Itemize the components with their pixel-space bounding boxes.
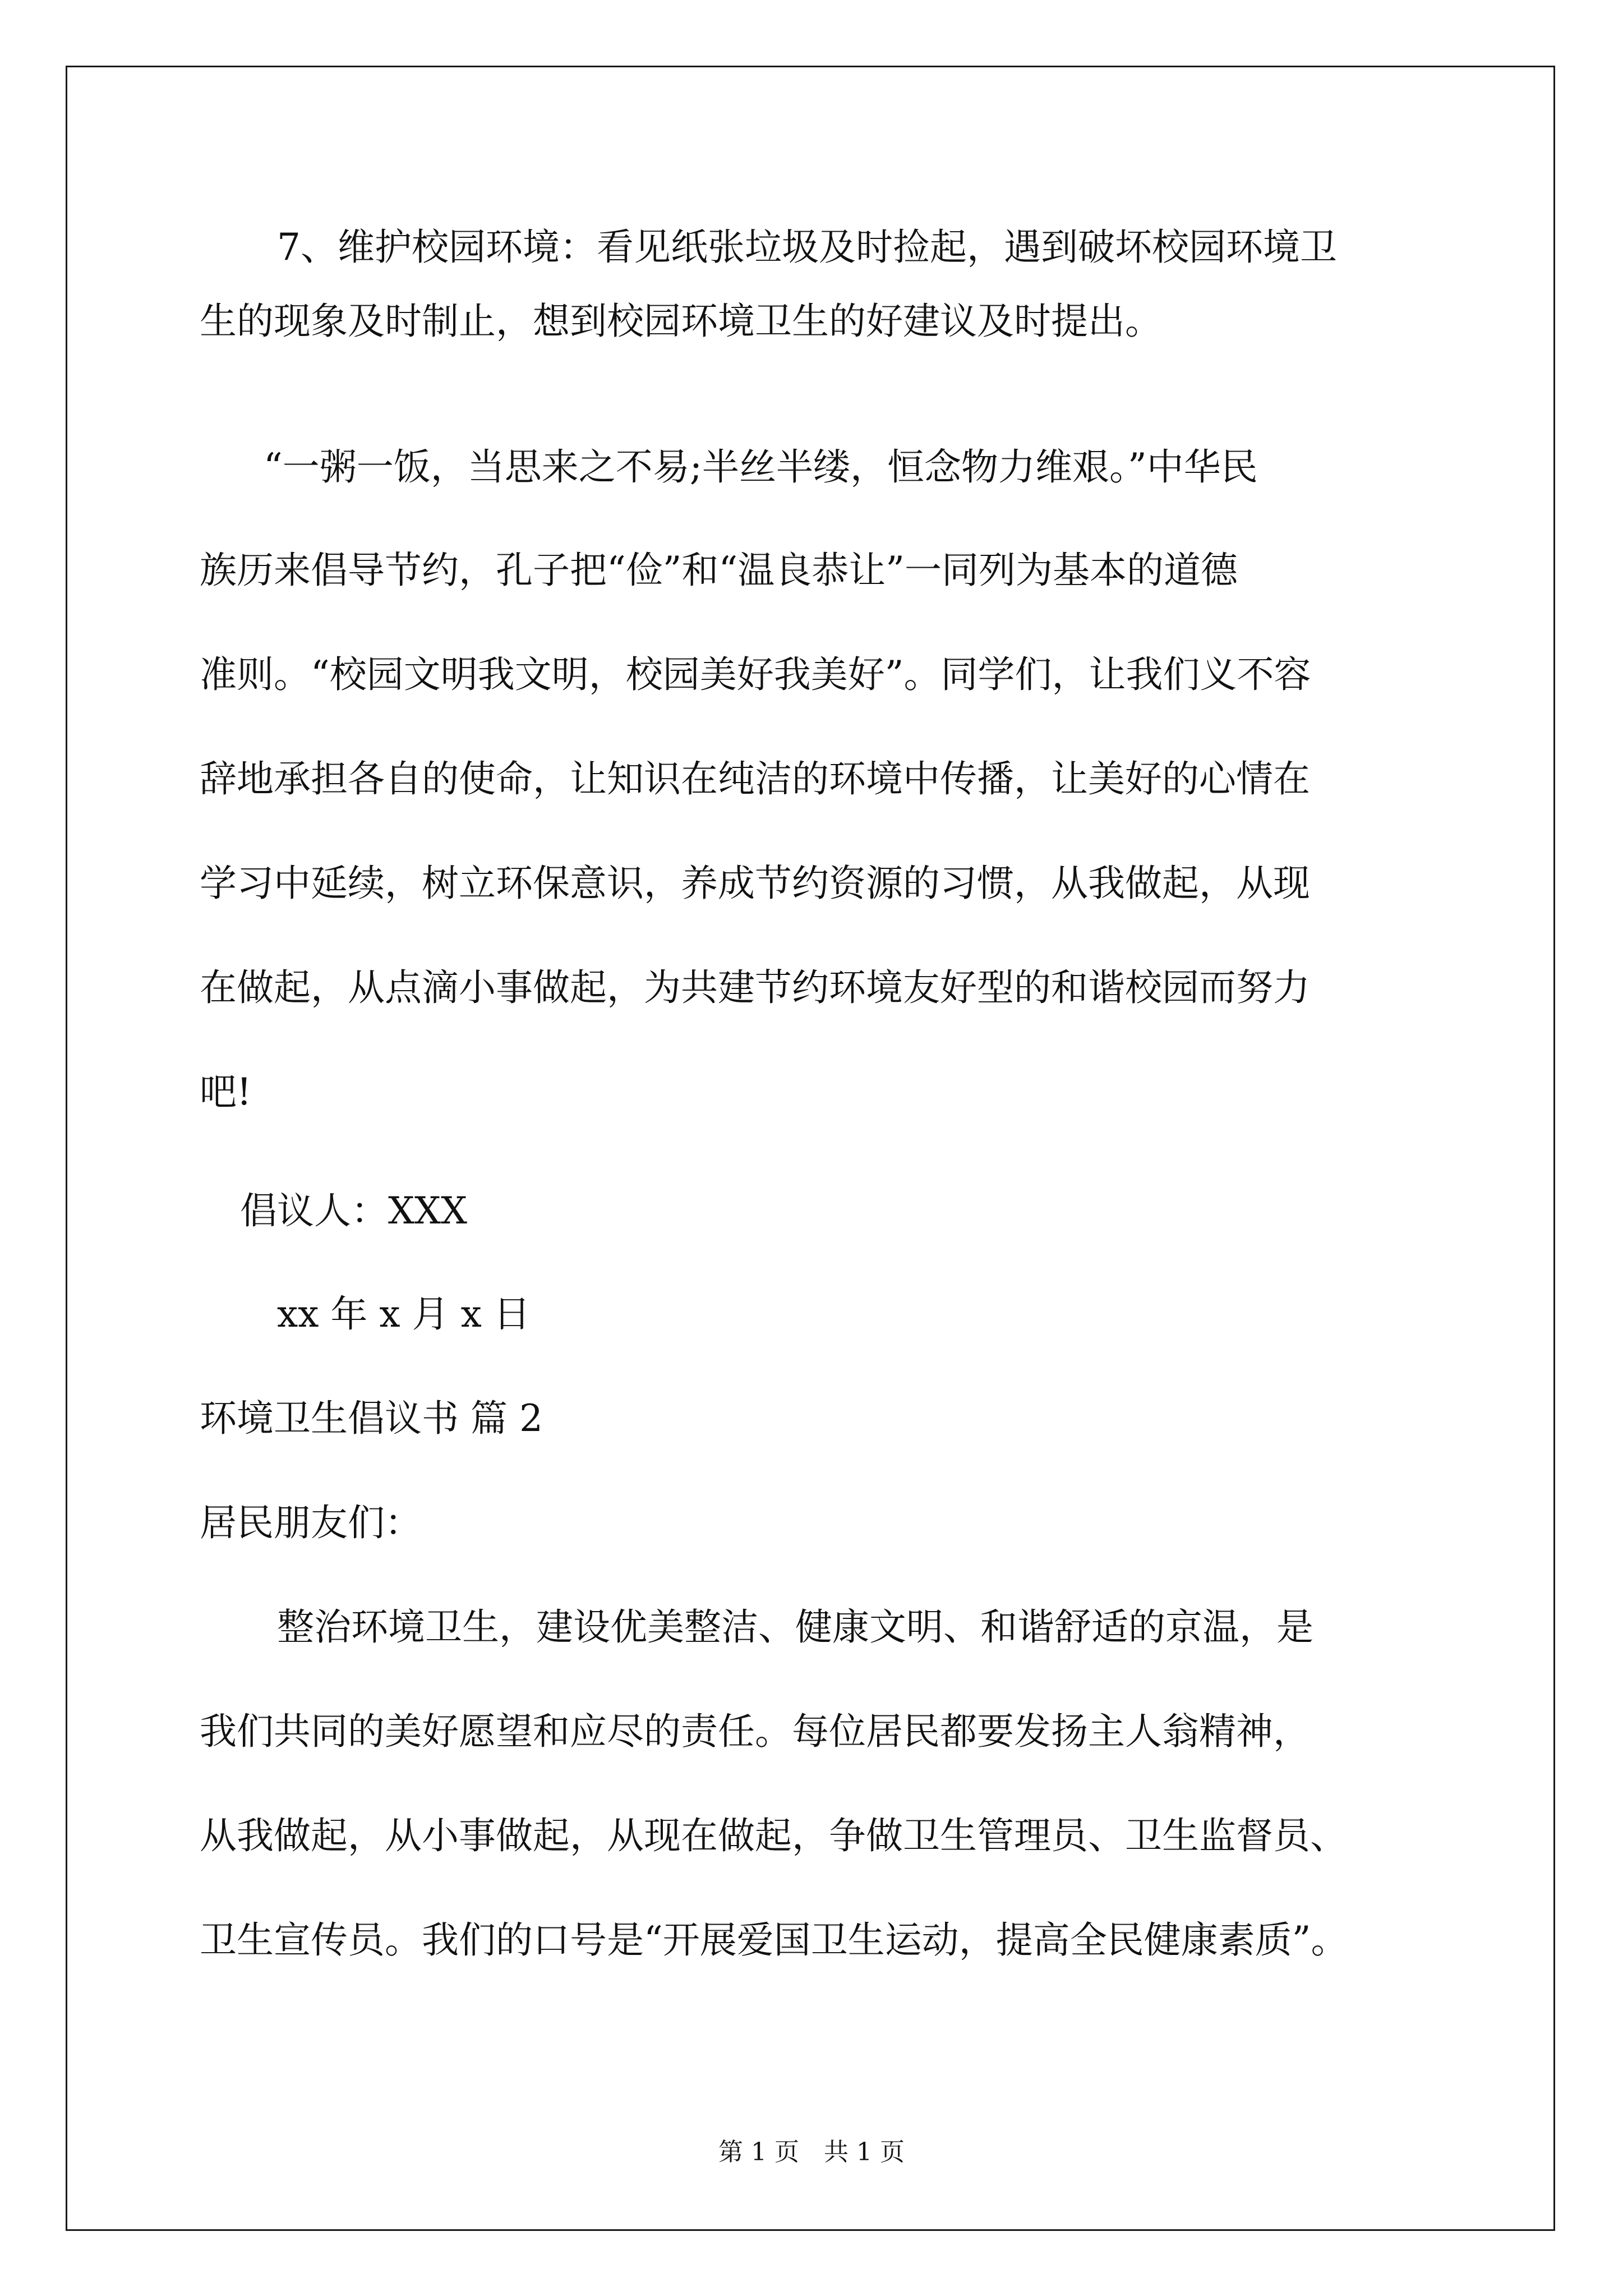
paragraph-line-5: 准则。“校园文明我文明，校园美好我美好”。同学们，让我们义不容 [200, 653, 1311, 696]
date-line: xx 年 x 月 x 日 [277, 1292, 531, 1336]
page-border [66, 66, 1555, 2231]
paragraph-line-1: 7、维护校园环境：看见纸张垃圾及时捡起，遇到破坏校园环境卫 [277, 226, 1337, 269]
paragraph-line-6: 辞地承担各自的使命，让知识在纯洁的环境中传播，让美好的心情在 [200, 757, 1310, 800]
paragraph-line-9: 吧! [200, 1070, 252, 1114]
paragraph-line-12: 从我做起，从小事做起，从现在做起，争做卫生管理员、卫生监督员、 [200, 1814, 1347, 1857]
paragraph-line-13: 卫生宣传员。我们的口号是“开展爱国卫生运动，提高全民健康素质”。 [200, 1918, 1348, 1962]
paragraph-line-7: 学习中延续，树立环保意识，养成节约资源的习惯，从我做起，从现 [200, 862, 1310, 905]
signature-line: 倡议人：XXX [240, 1189, 467, 1232]
paragraph-line-10: 整治环境卫生，建设优美整洁、健康文明、和谐舒适的京温，是 [277, 1605, 1313, 1649]
paragraph-line-4: 族历来倡导节约，孔子把“俭”和“温良恭让”一同列为基本的道德 [200, 549, 1238, 592]
paragraph-line-2: 生的现象及时制止，想到校园环境卫生的好建议及时提出。 [200, 300, 1162, 343]
page-footer: 第 1 页 共 1 页 [718, 2138, 905, 2166]
section-heading: 环境卫生倡议书 篇 2 [200, 1397, 543, 1440]
salutation: 居民朋友们： [200, 1501, 422, 1544]
paragraph-line-11: 我们共同的美好愿望和应尽的责任。每位居民都要发扬主人翁精神， [200, 1710, 1310, 1753]
paragraph-line-3: “一粥一饭，当思来之不易;半丝半缕，恒念物力维艰。”中华民 [264, 445, 1258, 489]
paragraph-line-8: 在做起，从点滴小事做起，为共建节约环境友好型的和谐校园而努力 [200, 966, 1310, 1009]
